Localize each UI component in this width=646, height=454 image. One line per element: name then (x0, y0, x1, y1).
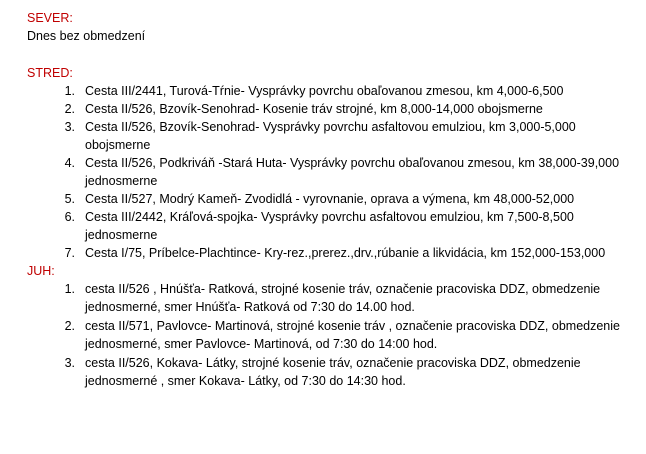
list-item-number: 7. (64, 246, 75, 260)
stred-list (27, 82, 646, 262)
juh-list (27, 280, 646, 390)
list-item-text: Cesta III/2441, Turová-Tŕnie- Vysprávky povrchu obaľovanou zmesou, km 4,000-6,500 (85, 84, 564, 98)
juh-heading: JUH: (27, 264, 55, 278)
list-item-text: Cesta II/526, Podkriváň -Stará Huta- Vysprávky povrchu obaľovanou zmesou, km 38,000-39,000 jednosmerne (85, 156, 620, 188)
list-item-number: 6. (64, 210, 75, 224)
list-item-number: 1. (64, 84, 75, 98)
sever-heading: SEVER: (27, 11, 73, 25)
list-item-text: Cesta I/75, Príbelce-Plachtince- Kry-rez.,prerez.,drv.,rúbanie a likvidácia, km 152,000-153,000 (85, 246, 606, 260)
list-item (27, 280, 646, 316)
list-item-number: 2. (64, 102, 75, 116)
list-item-text: cesta II/526, Kokava- Látky, strojné kosenie tráv, označenie pracoviska DDZ, obmedzenie jednosmerné , smer Kokava- Látky, od 7:30 do 14:30 hod. (85, 356, 581, 388)
list-item-number: 4. (64, 156, 75, 170)
list-item (27, 118, 646, 154)
list-item-text: cesta II/571, Pavlovce- Martinová, strojné kosenie tráv , označenie pracoviska DDZ, obmedzenie jednosmerné, smer Pavlovce- Martinová, od 7:30 do 14:00 hod. (85, 319, 620, 351)
list-item-number: 3. (64, 356, 75, 370)
list-item-number: 5. (64, 192, 75, 206)
list-item (27, 208, 646, 244)
list-item-text: cesta II/526 , Hnúšťa- Ratková, strojné kosenie tráv, označenie pracoviska DDZ, obmedzenie jednosmerné, smer Hnúšťa- Ratková od 7:30 do 14.00 hod. (85, 282, 601, 314)
list-item (27, 354, 646, 390)
list-item-number: 1. (64, 282, 75, 296)
list-item (27, 82, 646, 100)
list-item-text: Cesta II/527, Modrý Kameň- Zvodidlá - vyrovnanie, oprava a výmena, km 48,000-52,000 (85, 192, 575, 206)
list-item (27, 317, 646, 353)
list-item-text: Cesta II/526, Bzovík-Senohrad- Kosenie tráv strojné, km 8,000-14,000 obojsmerne (85, 102, 543, 116)
list-item (27, 244, 646, 262)
list-item (27, 100, 646, 118)
spacer (27, 45, 646, 64)
list-item-text: Cesta III/2442, Kráľová-spojka- Vysprávky povrchu asfaltovou emulziou, km 7,500-8,500 jednosmerne (85, 210, 574, 242)
list-item-number: 3. (64, 120, 75, 134)
list-item (27, 190, 646, 208)
list-item (27, 154, 646, 190)
sever-text: Dnes bez obmedzení (27, 29, 146, 43)
list-item-text: Cesta II/526, Bzovík-Senohrad- Vysprávky povrchu asfaltovou emulziou, km 3,000-5,000 obojsmerne (85, 120, 576, 152)
list-item-number: 2. (64, 319, 75, 333)
stred-heading: STRED: (27, 66, 73, 80)
